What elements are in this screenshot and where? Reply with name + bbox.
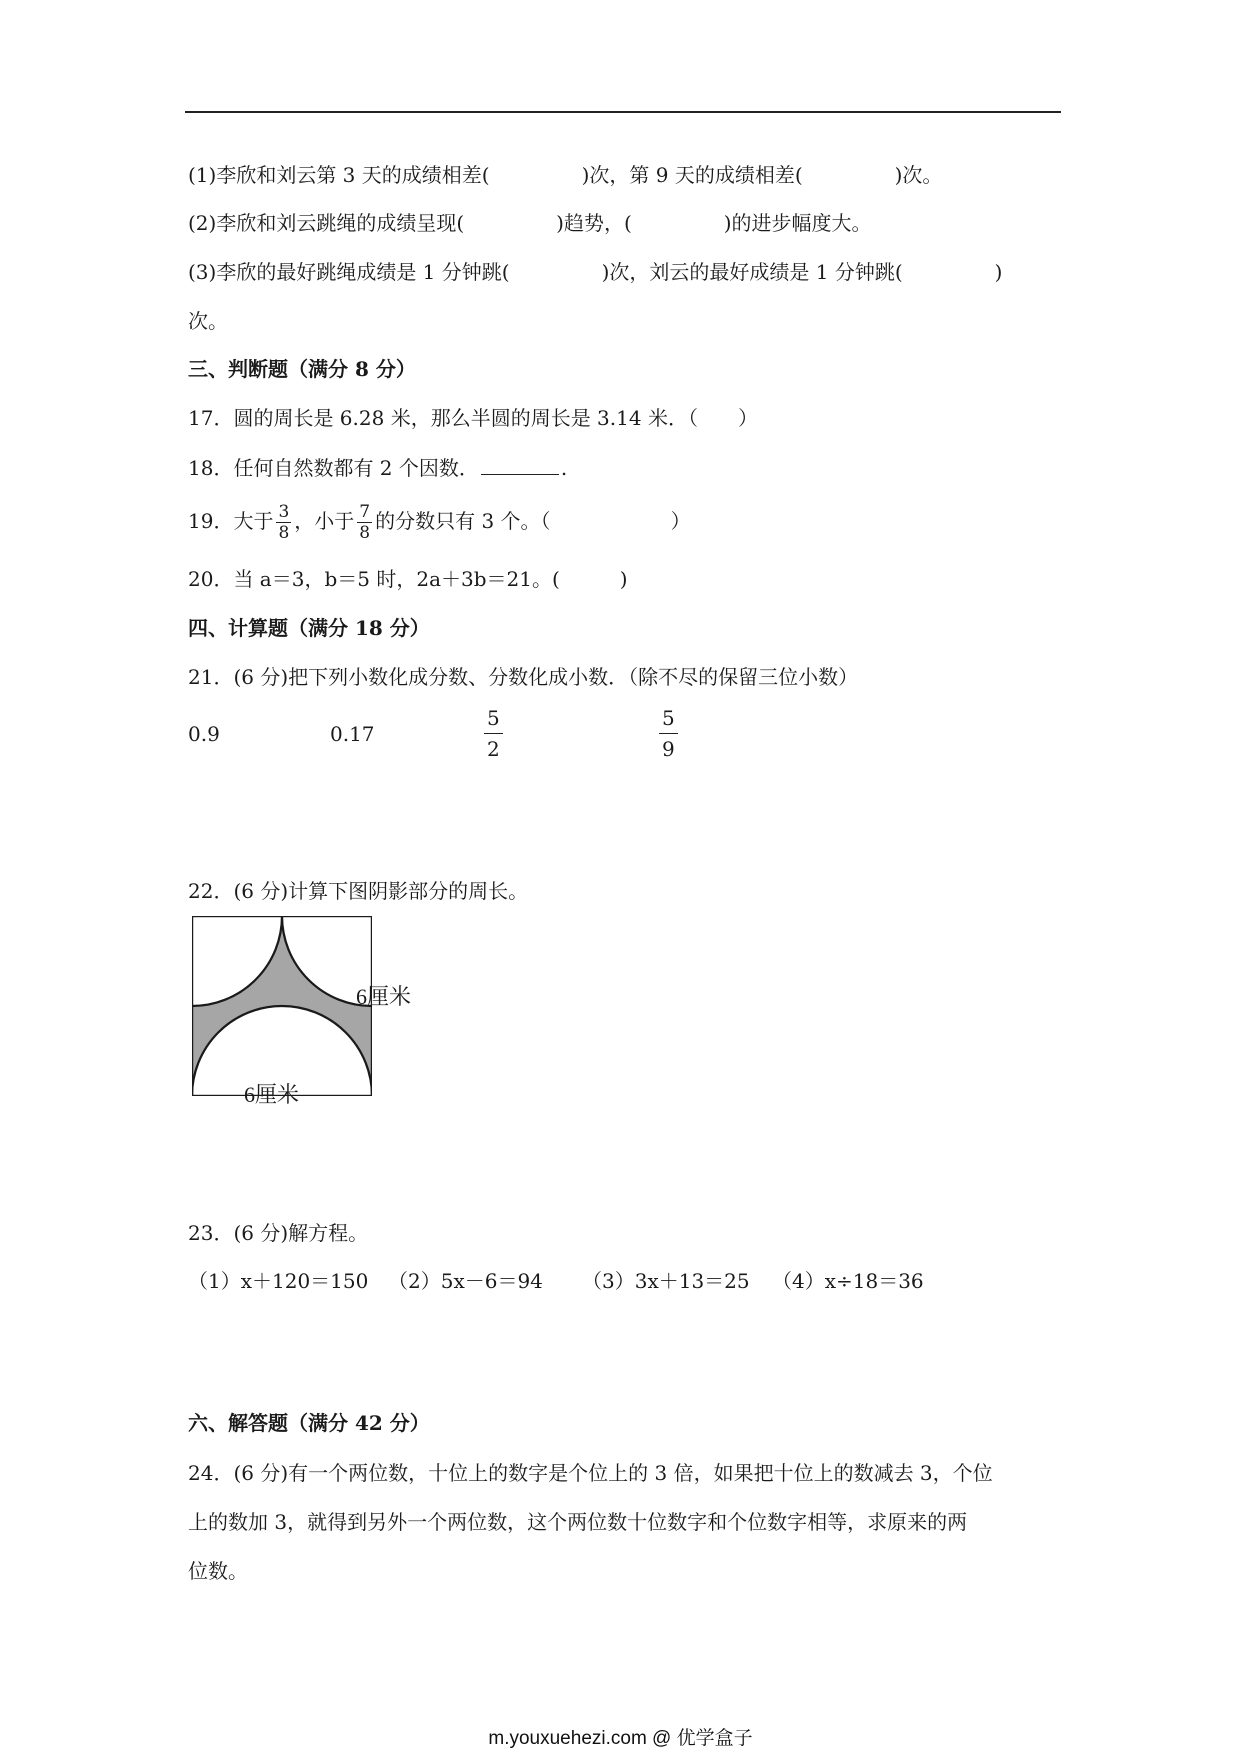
square-figure [192, 916, 372, 1096]
q16-sub2: (2)李欣和刘云跳绳的成绩呈现( )趋势，( )的进步幅度大。 [188, 211, 872, 235]
shaded-region-figure [192, 916, 372, 1096]
q17: 17．圆的周长是 6.28 米，那么半圆的周长是 3.14 米．（ ） [188, 406, 758, 430]
fraction-3-8: $\frac{3}{8}$ [278, 502, 290, 543]
q23: 23．(6 分)解方程。 [188, 1221, 369, 1245]
q23-eq1: （1）x＋120＝150 [188, 1269, 369, 1293]
q16-sub3: (3)李欣的最好跳绳成绩是 1 分钟跳( )次，刘云的最好成绩是 1 分钟跳( ) [188, 260, 1003, 284]
label-side-bottom: 6厘米 [244, 1082, 300, 1107]
q21-fraction-5-2: $\frac{5}{2}$ [484, 706, 503, 761]
q22: 22．(6 分)计算下图阴影部分的周长。 [188, 879, 529, 903]
fraction-7-8: $\frac{7}{8}$ [359, 502, 371, 543]
header-rule [185, 111, 1061, 113]
q24-line3: 位数。 [188, 1559, 248, 1583]
q21-item-1: 0.9 [188, 722, 220, 746]
label-side-right: 6厘米 [356, 984, 412, 1009]
q21-fraction-5-9: $\frac{5}{9}$ [659, 706, 678, 761]
q16-sub3-cont: 次。 [188, 309, 228, 333]
footer-watermark: m.youxuehezi.com @ 优学盒子 [488, 1728, 753, 1749]
q24-line2: 上的数加 3，就得到另外一个两位数，这个两位数十位数字和个位数字相等，求原来的两 [188, 1510, 968, 1534]
section4-heading: 四、计算题（满分 18 分） [188, 616, 430, 640]
section3-heading: 三、判断题（满分 8 分） [188, 357, 416, 381]
q20: 20．当 a＝3，b＝5 时，2a＋3b＝21。( ) [188, 567, 628, 591]
q21: 21．(6 分)把下列小数化成分数、分数化成小数．（除不尽的保留三位小数） [188, 665, 859, 689]
q23-eq2: （2）5x－6＝94 [388, 1269, 543, 1293]
q21-item-2: 0.17 [330, 722, 375, 746]
q23-eq3: （3）3x＋13＝25 [582, 1269, 750, 1293]
q18: 18．任何自然数都有 2 个因数． . [188, 456, 568, 480]
q23-eq4: （4）x÷18＝36 [772, 1269, 924, 1293]
section6-heading: 六、解答题（满分 42 分） [188, 1411, 430, 1435]
q19: 19．大于 $\frac{3}{8}$ ，小于 $\frac{7}{8}$ 的分数只有 3 个。（ ） [188, 502, 691, 543]
q16-sub1: (1)李欣和刘云第 3 天的成绩相差( )次，第 9 天的成绩相差( )次。 [188, 163, 943, 187]
q18-answer-blank[interactable] [481, 454, 559, 475]
q24-line1: 24．(6 分)有一个两位数，十位上的数字是个位上的 3 倍，如果把十位上的数减去 3，个位 [188, 1461, 993, 1485]
